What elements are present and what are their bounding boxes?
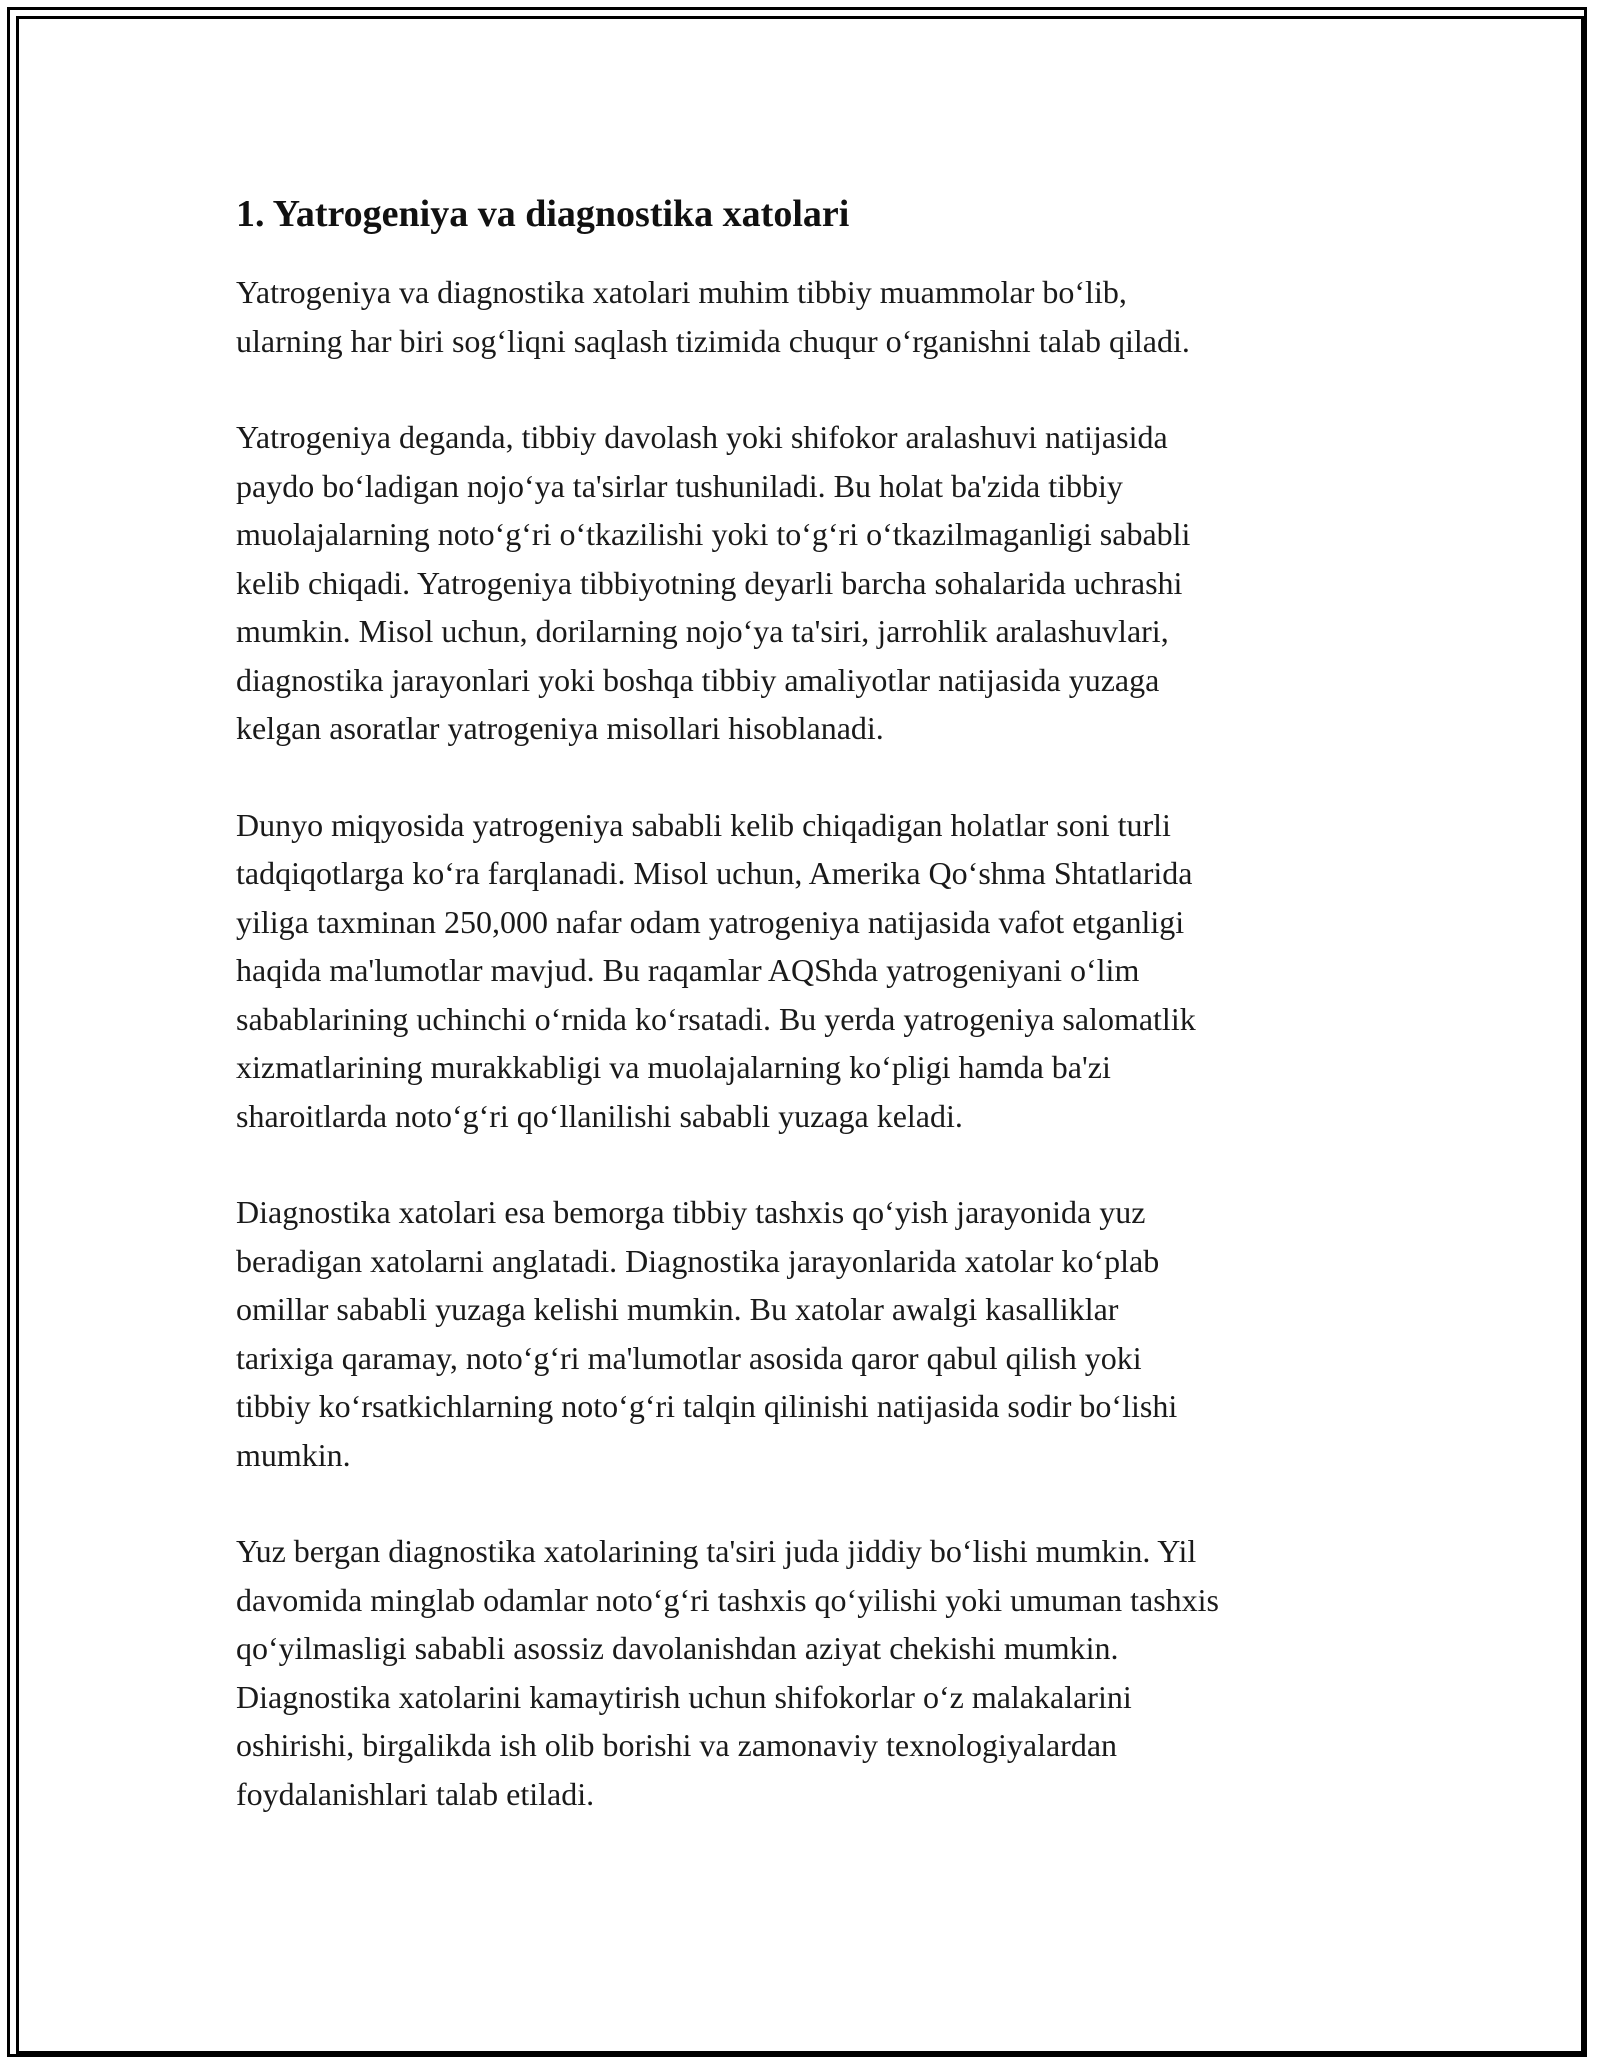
text-line: yiliga taxminan 250,000 nafar odam yatrogeniya natijasida vafot etganligi xyxy=(236,903,1185,940)
text-line: paydo bo‘ladigan nojo‘ya ta'sirlar tushuniladi. Bu holat ba'zida tibbiy xyxy=(236,467,1123,504)
text-line: diagnostika jarayonlari yoki boshqa tibbiy amaliyotlar natijasida yuzaga xyxy=(236,661,1160,698)
text-line: omillar sababli yuzaga kelishi mumkin. Bu xatolar awalgi kasalliklar xyxy=(236,1291,1119,1327)
text-line: davomida minglab odamlar noto‘g‘ri tashxis qo‘yilishi yoki umuman tashxis xyxy=(236,1581,1219,1618)
text-line: tibbiy ko‘rsatkichlarning noto‘g‘ri talqin qilinishi natijasida sodir bo‘lishi xyxy=(236,1388,1178,1424)
text-line: sabablarining uchinchi o‘rnida ko‘rsatadi. Bu yerda yatrogeniya salomatlik xyxy=(236,1000,1196,1037)
text-line: foydalanishlari talab etiladi. xyxy=(236,1775,595,1812)
text-line: kelgan asoratlar yatrogeniya misollari hisoblanadi. xyxy=(236,710,884,746)
text-line: oshirishi, birgalikda ish olib borishi va zamonaviy texnologiyalardan xyxy=(236,1727,1118,1763)
text-line: tadqiqotlarga ko‘ra farqlanadi. Misol uchun, Amerika Qo‘shma Shtatlarida xyxy=(236,855,1193,891)
text-line: xizmatlarining murakkabligi va muolajalarning ko‘pligi hamda ba'zi xyxy=(236,1049,1111,1085)
text-line: haqida ma'lumotlar mavjud. Bu raqamlar AQShda yatrogeniyani o‘lim xyxy=(236,952,1140,988)
paragraph-iatrogeny-definition xyxy=(236,413,1386,753)
text-line: Dunyo miqyosida yatrogeniya sababli kelib chiqadigan holatlar soni turli xyxy=(236,806,1171,843)
paragraph-intro xyxy=(236,268,1386,365)
paragraph-iatrogeny-statistics xyxy=(236,801,1386,1141)
text-line: sharoitlarda noto‘g‘ri qo‘llanilishi sababli yuzaga keladi. xyxy=(236,1097,963,1134)
text-line: qo‘yilmasligi sababli asossiz davolanishdan aziyat chekishi mumkin. xyxy=(236,1630,1119,1666)
text-line: Diagnostika xatolarini kamaytirish uchun shifokorlar o‘z malakalarini xyxy=(236,1678,1132,1715)
text-line: mumkin. xyxy=(236,1436,351,1473)
text-line: Yatrogeniya va diagnostika xatolari muhim tibbiy muammolar bo‘lib, xyxy=(236,274,1127,310)
text-line: kelib chiqadi. Yatrogeniya tibbiyotning deyarli barcha sohalarida uchrashi xyxy=(236,564,1183,601)
text-line: beradigan xatolarni anglatadi. Diagnostika jarayonlarida xatolar ko‘plab xyxy=(236,1242,1160,1279)
paragraph-diagnostic-impact xyxy=(236,1527,1386,1818)
text-line: Yatrogeniya deganda, tibbiy davolash yoki shifokor aralashuvi natijasida xyxy=(236,419,1168,455)
text-line: muolajalarning noto‘g‘ri o‘tkazilishi yoki to‘g‘ri o‘tkazilmaganligi sababli xyxy=(236,516,1191,552)
paragraph-diagnostic-errors xyxy=(236,1188,1386,1479)
text-line: mumkin. Misol uchun, dorilarning nojo‘ya ta'siri, jarrohlik aralashuvlari, xyxy=(236,613,1169,649)
section-heading: 1. Yatrogeniya va diagnostika xatolari xyxy=(236,193,850,235)
text-line: Diagnostika xatolari esa bemorga tibbiy tashxis qo‘yish jarayonida yuz xyxy=(236,1194,1146,1230)
text-line: Yuz bergan diagnostika xatolarining ta'siri juda jiddiy bo‘lishi mumkin. Yil xyxy=(236,1533,1197,1569)
document-body xyxy=(236,186,1386,1866)
text-line: ularning har biri sog‘liqni saqlash tizimida chuqur o‘rganishni talab qiladi. xyxy=(236,322,1190,359)
text-line: tarixiga qaramay, noto‘g‘ri ma'lumotlar asosida qaror qabul qilish yoki xyxy=(236,1339,1142,1376)
